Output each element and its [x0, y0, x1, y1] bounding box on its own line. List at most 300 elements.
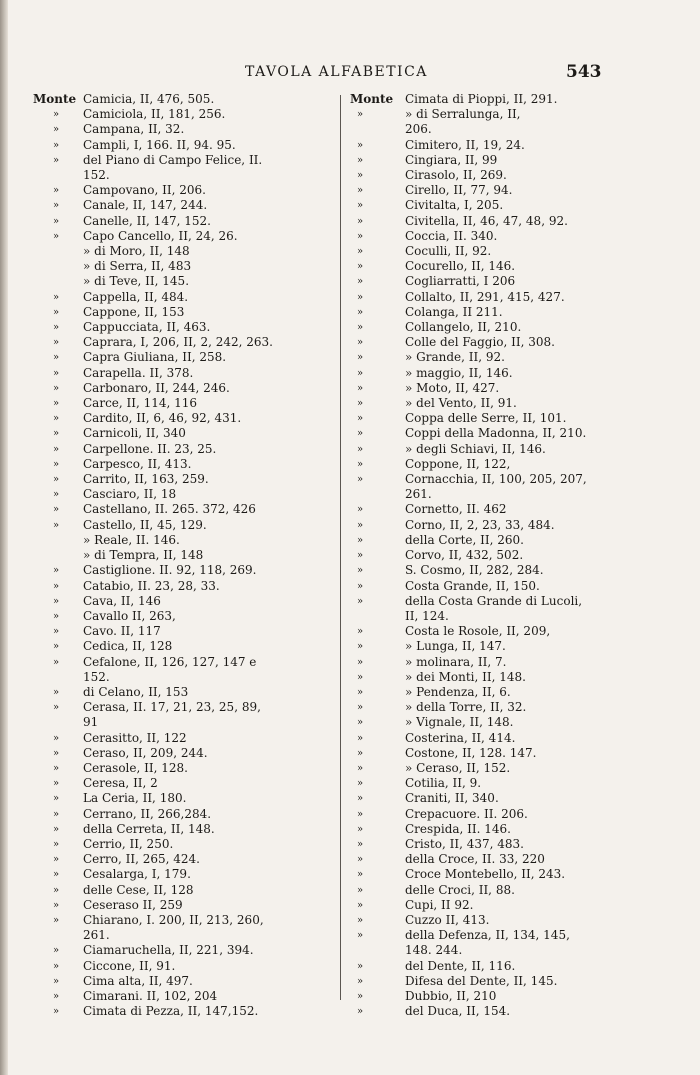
entry-text: » di Serralunga, II,: [405, 107, 521, 122]
index-entry: [350, 594, 620, 609]
index-entry: [350, 107, 620, 122]
entry-text: » maggio, II, 146.: [405, 365, 513, 380]
entry-text: » della Torre, II, 32.: [405, 700, 527, 715]
entry-text: Costa le Rosole, II, 209,: [405, 624, 551, 639]
entry-text: 152.: [83, 168, 110, 183]
index-entry: [350, 457, 620, 472]
index-entry: [350, 350, 620, 365]
index-entry: [33, 533, 333, 548]
index-entry: [33, 898, 333, 913]
entry-text: » Vignale, II, 148.: [405, 715, 514, 730]
entry-text: Coppi della Madonna, II, 210.: [405, 426, 587, 441]
ditto-mark: »: [357, 960, 364, 972]
index-entry: [350, 198, 620, 213]
ditto-mark: »: [357, 778, 364, 790]
entry-text: Capo Cancello, II, 24, 26.: [83, 228, 238, 243]
entry-text: Castello, II, 45, 129.: [83, 517, 207, 532]
entry-text: Collangelo, II, 210.: [405, 320, 522, 335]
index-entry: [33, 518, 333, 533]
page-number: 543: [566, 62, 602, 82]
entry-text: Craniti, II, 340.: [405, 791, 499, 806]
ditto-mark: »: [357, 550, 364, 562]
index-entry: [33, 609, 333, 624]
entry-text: Cerrio, II, 250.: [83, 836, 174, 851]
index-entry: [350, 274, 620, 289]
index-entry: [350, 822, 620, 837]
index-entry: [350, 989, 620, 1004]
header-title: TAVOLA ALFABETICA: [245, 64, 428, 80]
index-column-right: [350, 92, 620, 1019]
index-entry: [33, 685, 333, 700]
index-entry: [350, 229, 620, 244]
index-entry: [350, 290, 620, 305]
ditto-mark: »: [53, 1006, 60, 1018]
ditto-mark: »: [357, 656, 364, 668]
index-entry: [350, 411, 620, 426]
ditto-mark: »: [53, 443, 60, 455]
entry-text: della Croce, II. 33, 220: [405, 852, 545, 867]
ditto-mark: »: [357, 306, 364, 318]
index-entry: [350, 761, 620, 776]
entry-text: Carnicoli, II, 340: [83, 426, 186, 441]
index-entry: [33, 214, 333, 229]
index-entry: [33, 670, 333, 685]
index-entry: [350, 487, 620, 502]
ditto-mark: »: [357, 139, 364, 151]
entry-text: Cornetto, II. 462: [405, 502, 507, 517]
entry-text: 261.: [83, 928, 110, 943]
index-entry: [350, 305, 620, 320]
entry-text: » Lunga, II, 147.: [405, 639, 506, 654]
running-header: [0, 62, 700, 86]
index-entry: [33, 290, 333, 305]
index-entry: [33, 1004, 333, 1019]
entry-text: della Corte, II, 260.: [405, 532, 524, 547]
entry-text: Crespida, II. 146.: [405, 821, 511, 836]
ditto-mark: »: [357, 762, 364, 774]
index-entry: [350, 533, 620, 548]
entry-text: Camiciola, II, 181, 256.: [83, 107, 226, 122]
ditto-mark: »: [357, 793, 364, 805]
index-entry: [350, 715, 620, 730]
ditto-mark: »: [357, 854, 364, 866]
entry-text: Cerrano, II, 266,284.: [83, 806, 212, 821]
index-entry: [33, 350, 333, 365]
entry-lead-word: Monte: [350, 92, 394, 106]
index-entry: [33, 229, 333, 244]
ditto-mark: »: [357, 398, 364, 410]
ditto-mark: »: [53, 899, 60, 911]
index-entry: [33, 776, 333, 791]
index-entry: [33, 107, 333, 122]
ditto-mark: »: [357, 474, 364, 486]
entry-text: del Duca, II, 154.: [405, 1004, 511, 1019]
entry-text: Coppa delle Serre, II, 101.: [405, 411, 567, 426]
ditto-mark: »: [357, 823, 364, 835]
index-entry: [350, 1004, 620, 1019]
index-entry: [350, 700, 620, 715]
ditto-mark: »: [53, 322, 60, 334]
index-entry: [33, 959, 333, 974]
ditto-mark: »: [357, 246, 364, 258]
index-entry: [350, 685, 620, 700]
ditto-mark: »: [357, 109, 364, 121]
entry-text: 152.: [83, 669, 110, 684]
ditto-mark: »: [357, 930, 364, 942]
index-entry: [350, 974, 620, 989]
ditto-mark: »: [53, 382, 60, 394]
index-entry: [350, 442, 620, 457]
index-entry: [350, 381, 620, 396]
entry-text: S. Cosmo, II, 282, 284.: [405, 563, 544, 578]
index-entry: [33, 305, 333, 320]
ditto-mark: »: [53, 869, 60, 881]
index-entry: [33, 472, 333, 487]
index-entry: [350, 183, 620, 198]
index-entry: [350, 563, 620, 578]
ditto-mark: »: [53, 656, 60, 668]
entry-text: Camicia, II, 476, 505.: [83, 92, 215, 106]
entry-text: Caprara, I, 206, II, 2, 242, 263.: [83, 335, 273, 350]
entry-text: » del Vento, II, 91.: [405, 396, 517, 411]
index-entry: [33, 867, 333, 882]
ditto-mark: »: [357, 230, 364, 242]
entry-text: Casciaro, II, 18: [83, 487, 177, 502]
entry-text: Cardito, II, 6, 46, 92, 431.: [83, 411, 242, 426]
entry-text: Cerasa, II. 17, 21, 23, 25, 89,: [83, 700, 261, 715]
entry-text: » Pendenza, II, 6.: [405, 684, 511, 699]
index-entry: [33, 563, 333, 578]
index-entry: [350, 898, 620, 913]
index-entry: [33, 594, 333, 609]
entry-text: » Moto, II, 427.: [405, 380, 500, 395]
ditto-mark: »: [53, 854, 60, 866]
entry-text: Cimata di Pioppi, II, 291.: [405, 92, 558, 106]
ditto-mark: »: [357, 732, 364, 744]
ditto-mark: »: [53, 200, 60, 212]
ditto-mark: »: [53, 762, 60, 774]
ditto-mark: »: [357, 428, 364, 440]
index-entry: [350, 959, 620, 974]
entry-text: del Dente, II, 116.: [405, 958, 516, 973]
entry-text: Dubbio, II, 210: [405, 988, 497, 1003]
entry-text: Cimarani. II, 102, 204: [83, 988, 218, 1003]
ditto-mark: »: [53, 565, 60, 577]
entry-text: Colle del Faggio, II, 308.: [405, 335, 555, 350]
entry-text: Cristo, II, 437, 483.: [405, 836, 524, 851]
entry-text: » dei Monti, II, 148.: [405, 669, 526, 684]
index-entry: [33, 457, 333, 472]
entry-text: Castiglione. II. 92, 118, 269.: [83, 563, 257, 578]
entry-text: Castellano, II. 265. 372, 426: [83, 502, 256, 517]
entry-text: Cavo. II, 117: [83, 624, 161, 639]
entry-text: Costerina, II, 414.: [405, 730, 516, 745]
index-entry: [33, 883, 333, 898]
entry-text: Canale, II, 147, 244.: [83, 198, 208, 213]
ditto-mark: »: [357, 595, 364, 607]
ditto-mark: »: [357, 641, 364, 653]
index-entry: [33, 168, 333, 183]
ditto-mark: »: [53, 230, 60, 242]
entry-text: Carpesco, II, 413.: [83, 456, 192, 471]
index-entry: [350, 883, 620, 898]
index-entry: [350, 837, 620, 852]
index-entry: [350, 913, 620, 928]
entry-text: delle Croci, II, 88.: [405, 882, 515, 897]
index-entry: [33, 198, 333, 213]
entry-text: Colanga, II 211.: [405, 304, 503, 319]
ditto-mark: »: [53, 823, 60, 835]
entry-text: Corvo, II, 432, 502.: [405, 548, 524, 563]
index-entry: [33, 989, 333, 1004]
entry-text: Collalto, II, 291, 415, 427.: [405, 289, 565, 304]
entry-text: » di Tempra, II, 148: [83, 548, 204, 563]
index-entry: [33, 153, 333, 168]
entry-text: Campli, I, 166. II, 94. 95.: [83, 137, 236, 152]
index-entry: [33, 715, 333, 730]
ditto-mark: »: [53, 185, 60, 197]
index-entry: [33, 548, 333, 563]
index-entry: [33, 700, 333, 715]
ditto-mark: »: [53, 595, 60, 607]
ditto-mark: »: [357, 747, 364, 759]
index-entry: [33, 579, 333, 594]
entry-text: Cappucciata, II, 463.: [83, 320, 211, 335]
index-entry: [350, 579, 620, 594]
index-entry: [33, 183, 333, 198]
index-entry: [350, 320, 620, 335]
index-entry: [350, 502, 620, 517]
ditto-mark: »: [53, 474, 60, 486]
index-entry: [350, 670, 620, 685]
entry-text: La Ceria, II, 180.: [83, 791, 187, 806]
index-entry: [350, 92, 620, 107]
ditto-mark: »: [357, 626, 364, 638]
ditto-mark: »: [357, 580, 364, 592]
entry-text: Coccia, II. 340.: [405, 228, 498, 243]
ditto-mark: »: [53, 747, 60, 759]
entry-text: di Celano, II, 153: [83, 684, 189, 699]
ditto-mark: »: [357, 686, 364, 698]
index-entry: [33, 655, 333, 670]
entry-text: Carapella. II, 378.: [83, 365, 194, 380]
entry-lead-word: Monte: [33, 92, 77, 106]
index-entry: [350, 214, 620, 229]
column-divider: [340, 95, 341, 1000]
ditto-mark: »: [357, 443, 364, 455]
entry-text: Cappone, II, 153: [83, 304, 185, 319]
index-column-left: [33, 92, 333, 1019]
ditto-mark: »: [357, 154, 364, 166]
index-entry: [350, 624, 620, 639]
ditto-mark: »: [53, 732, 60, 744]
ditto-mark: »: [53, 838, 60, 850]
entry-text: Canelle, II, 147, 152.: [83, 213, 211, 228]
ditto-mark: »: [357, 337, 364, 349]
entry-text: » Grande, II, 92.: [405, 350, 505, 365]
entry-text: Croce Montebello, II, 243.: [405, 867, 566, 882]
entry-text: Cerro, II, 265, 424.: [83, 852, 200, 867]
index-entry: [33, 244, 333, 259]
page-binding-shadow: [0, 0, 8, 1075]
entry-text: Costa Grande, II, 150.: [405, 578, 540, 593]
entry-text: Carce, II, 114, 116: [83, 396, 198, 411]
ditto-mark: »: [357, 899, 364, 911]
ditto-mark: »: [53, 778, 60, 790]
ditto-mark: »: [53, 808, 60, 820]
ditto-mark: »: [357, 838, 364, 850]
index-entry: [33, 731, 333, 746]
entry-text: Ceraso, II, 209, 244.: [83, 745, 208, 760]
ditto-mark: »: [357, 884, 364, 896]
entry-text: Ceresa, II, 2: [83, 776, 158, 791]
entry-text: Carpellone. II. 23, 25.: [83, 441, 217, 456]
entry-text: Carrito, II, 163, 259.: [83, 472, 209, 487]
entry-text: Cingiara, II, 99: [405, 152, 498, 167]
ditto-mark: »: [53, 793, 60, 805]
index-entry: [33, 746, 333, 761]
ditto-mark: »: [357, 413, 364, 425]
index-entry: [350, 396, 620, 411]
entry-text: Cirello, II, 77, 94.: [405, 183, 513, 198]
entry-text: Cimitero, II, 19, 24.: [405, 137, 525, 152]
index-entry: [33, 487, 333, 502]
entry-text: Cogliarratti, I 206: [405, 274, 516, 289]
entry-text: del Piano di Campo Felice, II.: [83, 152, 263, 167]
ditto-mark: »: [53, 975, 60, 987]
index-entry: [33, 943, 333, 958]
index-entry: [350, 426, 620, 441]
entry-text: Cerasole, II, 128.: [83, 760, 188, 775]
ditto-mark: »: [357, 382, 364, 394]
entry-text: Cima alta, II, 497.: [83, 973, 193, 988]
ditto-mark: »: [357, 914, 364, 926]
entry-text: della Defenza, II, 134, 145,: [405, 928, 570, 943]
entry-text: Capra Giuliana, II, 258.: [83, 350, 227, 365]
entry-text: Cotilia, II, 9.: [405, 776, 482, 791]
index-entry: [33, 426, 333, 441]
entry-text: II, 124.: [405, 608, 449, 623]
entry-text: Ciamaruchella, II, 221, 394.: [83, 943, 254, 958]
ditto-mark: »: [357, 671, 364, 683]
entry-text: » di Teve, II, 145.: [83, 274, 190, 289]
entry-text: Campana, II, 32.: [83, 122, 185, 137]
ditto-mark: »: [357, 990, 364, 1002]
index-entry: [350, 168, 620, 183]
ditto-mark: »: [357, 565, 364, 577]
ditto-mark: »: [357, 975, 364, 987]
entry-text: Cirasolo, II, 269.: [405, 168, 507, 183]
entry-text: Cerasitto, II, 122: [83, 730, 187, 745]
entry-text: della Costa Grande di Lucoli,: [405, 593, 583, 608]
ditto-mark: »: [53, 626, 60, 638]
index-entry: [33, 259, 333, 274]
ditto-mark: »: [357, 185, 364, 197]
ditto-mark: »: [357, 717, 364, 729]
index-entry: [33, 928, 333, 943]
index-entry: [33, 852, 333, 867]
index-entry: [350, 335, 620, 350]
entry-text: Chiarano, I. 200, II, 213, 260,: [83, 912, 264, 927]
index-entry: [350, 791, 620, 806]
ditto-mark: »: [357, 291, 364, 303]
ditto-mark: »: [357, 322, 364, 334]
ditto-mark: »: [53, 641, 60, 653]
entry-text: Cimata di Pezza, II, 147,152.: [83, 1004, 259, 1019]
entry-text: della Cerreta, II, 148.: [83, 821, 215, 836]
index-entry: [350, 138, 620, 153]
index-entry: [350, 518, 620, 533]
entry-text: » molinara, II, 7.: [405, 654, 507, 669]
ditto-mark: »: [357, 200, 364, 212]
index-entry: [33, 822, 333, 837]
index-entry: [33, 396, 333, 411]
ditto-mark: »: [357, 352, 364, 364]
index-entry: [350, 244, 620, 259]
ditto-mark: »: [53, 686, 60, 698]
index-entry: [350, 746, 620, 761]
ditto-mark: »: [53, 458, 60, 470]
ditto-mark: »: [53, 413, 60, 425]
entry-text: 261.: [405, 487, 432, 502]
entry-text: Cefalone, II, 126, 127, 147 e: [83, 654, 257, 669]
entry-text: » Reale, II. 146.: [83, 532, 180, 547]
ditto-mark: »: [53, 702, 60, 714]
index-entry: [33, 381, 333, 396]
ditto-mark: »: [53, 990, 60, 1002]
ditto-mark: »: [53, 109, 60, 121]
index-entry: [350, 609, 620, 624]
entry-text: 148. 244.: [405, 943, 463, 958]
index-entry: [33, 335, 333, 350]
index-entry: [33, 274, 333, 289]
index-entry: [350, 366, 620, 381]
entry-text: Ceseraso II, 259: [83, 897, 183, 912]
ditto-mark: »: [53, 914, 60, 926]
ditto-mark: »: [357, 170, 364, 182]
ditto-mark: »: [53, 945, 60, 957]
index-entry: [33, 807, 333, 822]
entry-text: Ciccone, II, 91.: [83, 958, 176, 973]
ditto-mark: »: [357, 276, 364, 288]
entry-text: Civitalta, I, 205.: [405, 198, 504, 213]
entry-text: Coppone, II, 122,: [405, 456, 511, 471]
ditto-mark: »: [53, 504, 60, 516]
ditto-mark: »: [357, 1006, 364, 1018]
ditto-mark: »: [357, 519, 364, 531]
index-entry: [350, 548, 620, 563]
index-entry: [350, 943, 620, 958]
ditto-mark: »: [53, 398, 60, 410]
entry-text: Cavallo II, 263,: [83, 608, 176, 623]
entry-text: Cedica, II, 128: [83, 639, 173, 654]
ditto-mark: »: [53, 519, 60, 531]
ditto-mark: »: [53, 291, 60, 303]
entry-text: Corno, II, 2, 23, 33, 484.: [405, 517, 555, 532]
entry-text: 91: [83, 715, 99, 730]
index-entry: [350, 928, 620, 943]
index-entry: [350, 153, 620, 168]
index-entry: [33, 366, 333, 381]
index-entry: [350, 259, 620, 274]
index-entry: [33, 761, 333, 776]
entry-text: Carbonaro, II, 244, 246.: [83, 380, 230, 395]
ditto-mark: »: [53, 580, 60, 592]
ditto-mark: »: [53, 306, 60, 318]
ditto-mark: »: [357, 458, 364, 470]
ditto-mark: »: [357, 808, 364, 820]
index-entry: [350, 807, 620, 822]
